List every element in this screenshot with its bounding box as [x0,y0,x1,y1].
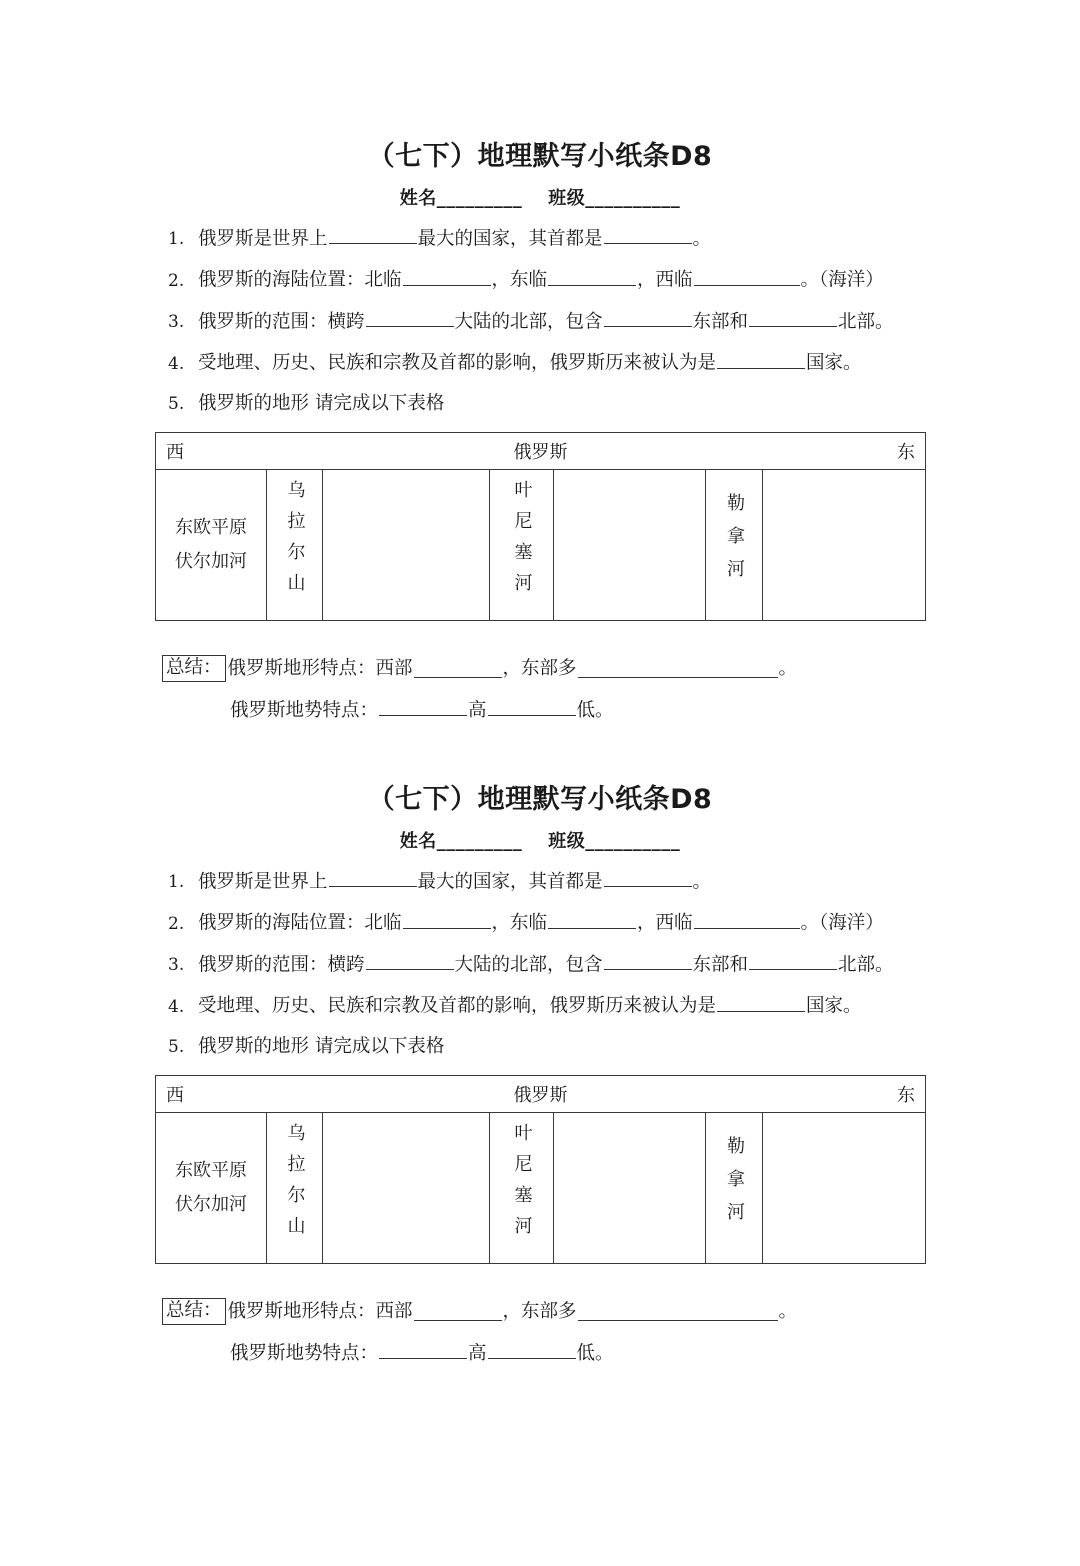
terrain-label-vertical: 叶尼塞河 [511,1123,533,1248]
terrain-cell-urals[interactable] [267,1112,323,1263]
question-segment: ，西临 [637,269,693,291]
worksheet-sheet [0,140,1080,724]
question-segment: 俄罗斯是世界上 [198,228,328,250]
terrain-label-vertical: 叶尼塞河 [511,480,533,605]
summary-line-relief [162,1340,1080,1368]
summary-tag-badge: 总结： [162,655,226,682]
page-title [0,140,1080,174]
page-title-main: （七下）地理默写小纸条 [367,784,671,815]
terrain-body-row [156,469,926,620]
worksheet-sheet [0,783,1080,1367]
question-segment: 国家。 [806,995,862,1017]
terrain-header-row [156,1075,926,1112]
terrain-cell-plain[interactable] [156,1112,267,1263]
question-text: 俄罗斯的地形 请完成以下表格 [198,1035,445,1057]
question-number: 5. [168,393,185,414]
terrain-label-vertical: 勒拿河 [724,1135,745,1235]
page-title-code: D8 [670,141,713,172]
terrain-cell-urals[interactable] [267,469,323,620]
question-text [198,350,938,377]
question-text [198,952,938,979]
terrain-cell-blank-2[interactable] [554,469,706,620]
question-item-4 [0,350,1080,377]
page-title [0,783,1080,817]
question-segment: 。（海洋） [800,269,884,291]
answer-blank[interactable] [694,910,800,929]
summary-segment: 。 [778,657,798,679]
answer-blank[interactable] [578,1302,778,1321]
terrain-header-inner [156,1076,925,1112]
question-number: 1. [168,872,185,893]
summary-segment: 高 [468,1342,487,1364]
terrain-header-row [156,432,926,469]
terrain-label-stack [156,511,266,579]
question-number: 2. [168,270,185,291]
direction-label-west: 西 [166,1084,184,1106]
terrain-header-cell [156,1075,926,1112]
terrain-cell-yenisei[interactable] [490,1112,554,1263]
answer-blank[interactable] [488,1340,576,1359]
summary-segment: ，东部多 [502,657,577,679]
answer-blank[interactable] [488,697,576,716]
summary-segment: ，东部多 [502,1300,577,1322]
answer-blank[interactable] [749,952,837,971]
terrain-table [155,432,926,621]
question-segment: ，东临 [491,912,548,934]
question-item-3 [0,309,1080,336]
answer-blank[interactable] [717,350,805,369]
class-field-label[interactable]: 班级__________ [548,187,681,209]
question-number: 2. [168,913,185,934]
answer-blank[interactable] [414,1302,502,1321]
terrain-label-vertical: 乌拉尔山 [284,1123,306,1248]
terrain-cell-yenisei[interactable] [490,469,554,620]
question-number: 3. [168,955,185,976]
question-number: 4. [168,353,185,374]
question-text [198,309,938,336]
summary-line-terrain [162,655,1080,683]
name-field-label[interactable]: 姓名_________ [399,187,523,209]
question-segment: 俄罗斯的海陆位置：北临 [198,912,402,934]
answer-blank[interactable] [366,309,454,328]
question-item-4 [0,993,1080,1020]
question-text [198,267,938,294]
terrain-table-wrapper [0,432,1080,621]
question-item-3 [0,952,1080,979]
question-number: 5. [168,1036,185,1057]
answer-blank[interactable] [403,910,491,929]
summary-line-relief [162,697,1080,725]
terrain-cell-blank-1[interactable] [323,1112,490,1263]
question-text [198,869,938,896]
answer-blank[interactable] [578,659,778,678]
question-segment: 大陆的北部，包含 [454,311,603,333]
terrain-cell-lena[interactable] [706,1112,763,1263]
question-item-2 [0,267,1080,294]
terrain-cell-blank-3[interactable] [763,1112,926,1263]
answer-blank[interactable] [749,309,837,328]
direction-label-east: 东 [897,441,916,463]
question-segment: 俄罗斯是世界上 [198,871,328,893]
terrain-cell-plain[interactable] [156,469,267,620]
summary-segment: 低。 [576,699,614,721]
page-title-code: D8 [670,784,713,815]
question-segment: ，西临 [637,912,693,934]
question-number: 1. [168,229,185,250]
answer-blank[interactable] [548,267,636,286]
terrain-header-title: 俄罗斯 [513,441,568,463]
question-segment: 受地理、历史、民族和宗教及首都的影响，俄罗斯历来被认为是 [198,995,717,1017]
answer-blank[interactable] [604,869,692,888]
answer-blank[interactable] [548,910,636,929]
question-number: 3. [168,312,185,333]
worksheet-copy-1 [0,140,1080,724]
terrain-label-line: 伏尔加河 [175,1193,247,1215]
summary-section [0,1298,1080,1368]
summary-segment: 。 [778,1300,798,1322]
answer-blank[interactable] [379,1340,467,1359]
question-list [0,869,1080,1060]
question-segment: 俄罗斯的范围：横跨 [198,954,365,976]
answer-blank[interactable] [604,952,692,971]
direction-label-west: 西 [166,441,184,463]
summary-segment: 俄罗斯地形特点：西部 [227,657,413,679]
question-text: 俄罗斯的地形 请完成以下表格 [198,392,445,414]
answer-blank[interactable] [604,309,692,328]
question-segment: 国家。 [806,352,862,374]
question-segment: 。 [692,228,712,250]
question-list [0,226,1080,417]
class-field-label[interactable]: 班级__________ [548,830,681,852]
answer-blank[interactable] [414,659,502,678]
question-number: 4. [168,996,185,1017]
answer-blank[interactable] [329,869,417,888]
terrain-cell-blank-3[interactable] [763,469,926,620]
question-item-1 [0,869,1080,896]
summary-segment: 高 [468,699,487,721]
summary-segment: 低。 [576,1342,614,1364]
student-info-row [0,184,1080,210]
terrain-cell-blank-1[interactable] [323,469,490,620]
question-text [198,910,938,937]
answer-blank[interactable] [366,952,454,971]
question-segment: 北部。 [838,311,894,333]
terrain-label-line: 东欧平原 [175,1159,247,1181]
summary-segment: 俄罗斯地势特点： [230,699,379,721]
question-segment: 大陆的北部，包含 [454,954,603,976]
question-item-2 [0,910,1080,937]
summary-segment: 俄罗斯地势特点： [230,1342,379,1364]
answer-blank[interactable] [717,993,805,1012]
answer-blank[interactable] [694,267,800,286]
question-text [198,993,938,1020]
question-segment: 。 [692,871,712,893]
terrain-label-vertical: 勒拿河 [724,492,745,592]
question-segment: 。（海洋） [800,912,884,934]
question-text [198,226,938,253]
question-segment: 东部和 [692,311,749,333]
terrain-table-wrapper [0,1075,1080,1264]
direction-label-east: 东 [897,1084,916,1106]
terrain-cell-blank-2[interactable] [554,1112,706,1263]
question-item-1 [0,226,1080,253]
terrain-header-inner [156,433,925,469]
terrain-header-title: 俄罗斯 [513,1084,568,1106]
terrain-label-stack [156,1154,266,1222]
summary-tag-badge: 总结： [162,1298,226,1325]
worksheet-copy-2 [0,783,1080,1367]
terrain-cell-lena[interactable] [706,469,763,620]
summary-segment: 俄罗斯地形特点：西部 [227,1300,413,1322]
summary-section [0,655,1080,725]
question-segment: 东部和 [692,954,749,976]
question-segment: 最大的国家，其首都是 [417,871,603,893]
question-item-5 [0,1035,1080,1060]
answer-blank[interactable] [379,697,467,716]
student-info-row [0,827,1080,853]
question-segment: 俄罗斯的范围：横跨 [198,311,365,333]
answer-blank[interactable] [604,226,692,245]
question-segment: 俄罗斯的海陆位置：北临 [198,269,402,291]
name-field-label[interactable]: 姓名_________ [399,830,523,852]
question-segment: 受地理、历史、民族和宗教及首都的影响，俄罗斯历来被认为是 [198,352,717,374]
answer-blank[interactable] [403,267,491,286]
terrain-body-row [156,1112,926,1263]
answer-blank[interactable] [329,226,417,245]
terrain-label-line: 东欧平原 [175,516,247,538]
terrain-label-line: 伏尔加河 [175,550,247,572]
page-title-main: （七下）地理默写小纸条 [367,141,671,172]
terrain-table [155,1075,926,1264]
summary-line-terrain [162,1298,1080,1326]
question-item-5 [0,392,1080,417]
terrain-label-vertical: 乌拉尔山 [284,480,306,605]
question-segment: 北部。 [838,954,894,976]
terrain-header-cell [156,432,926,469]
question-segment: 最大的国家，其首都是 [417,228,603,250]
question-segment: ，东临 [491,269,548,291]
